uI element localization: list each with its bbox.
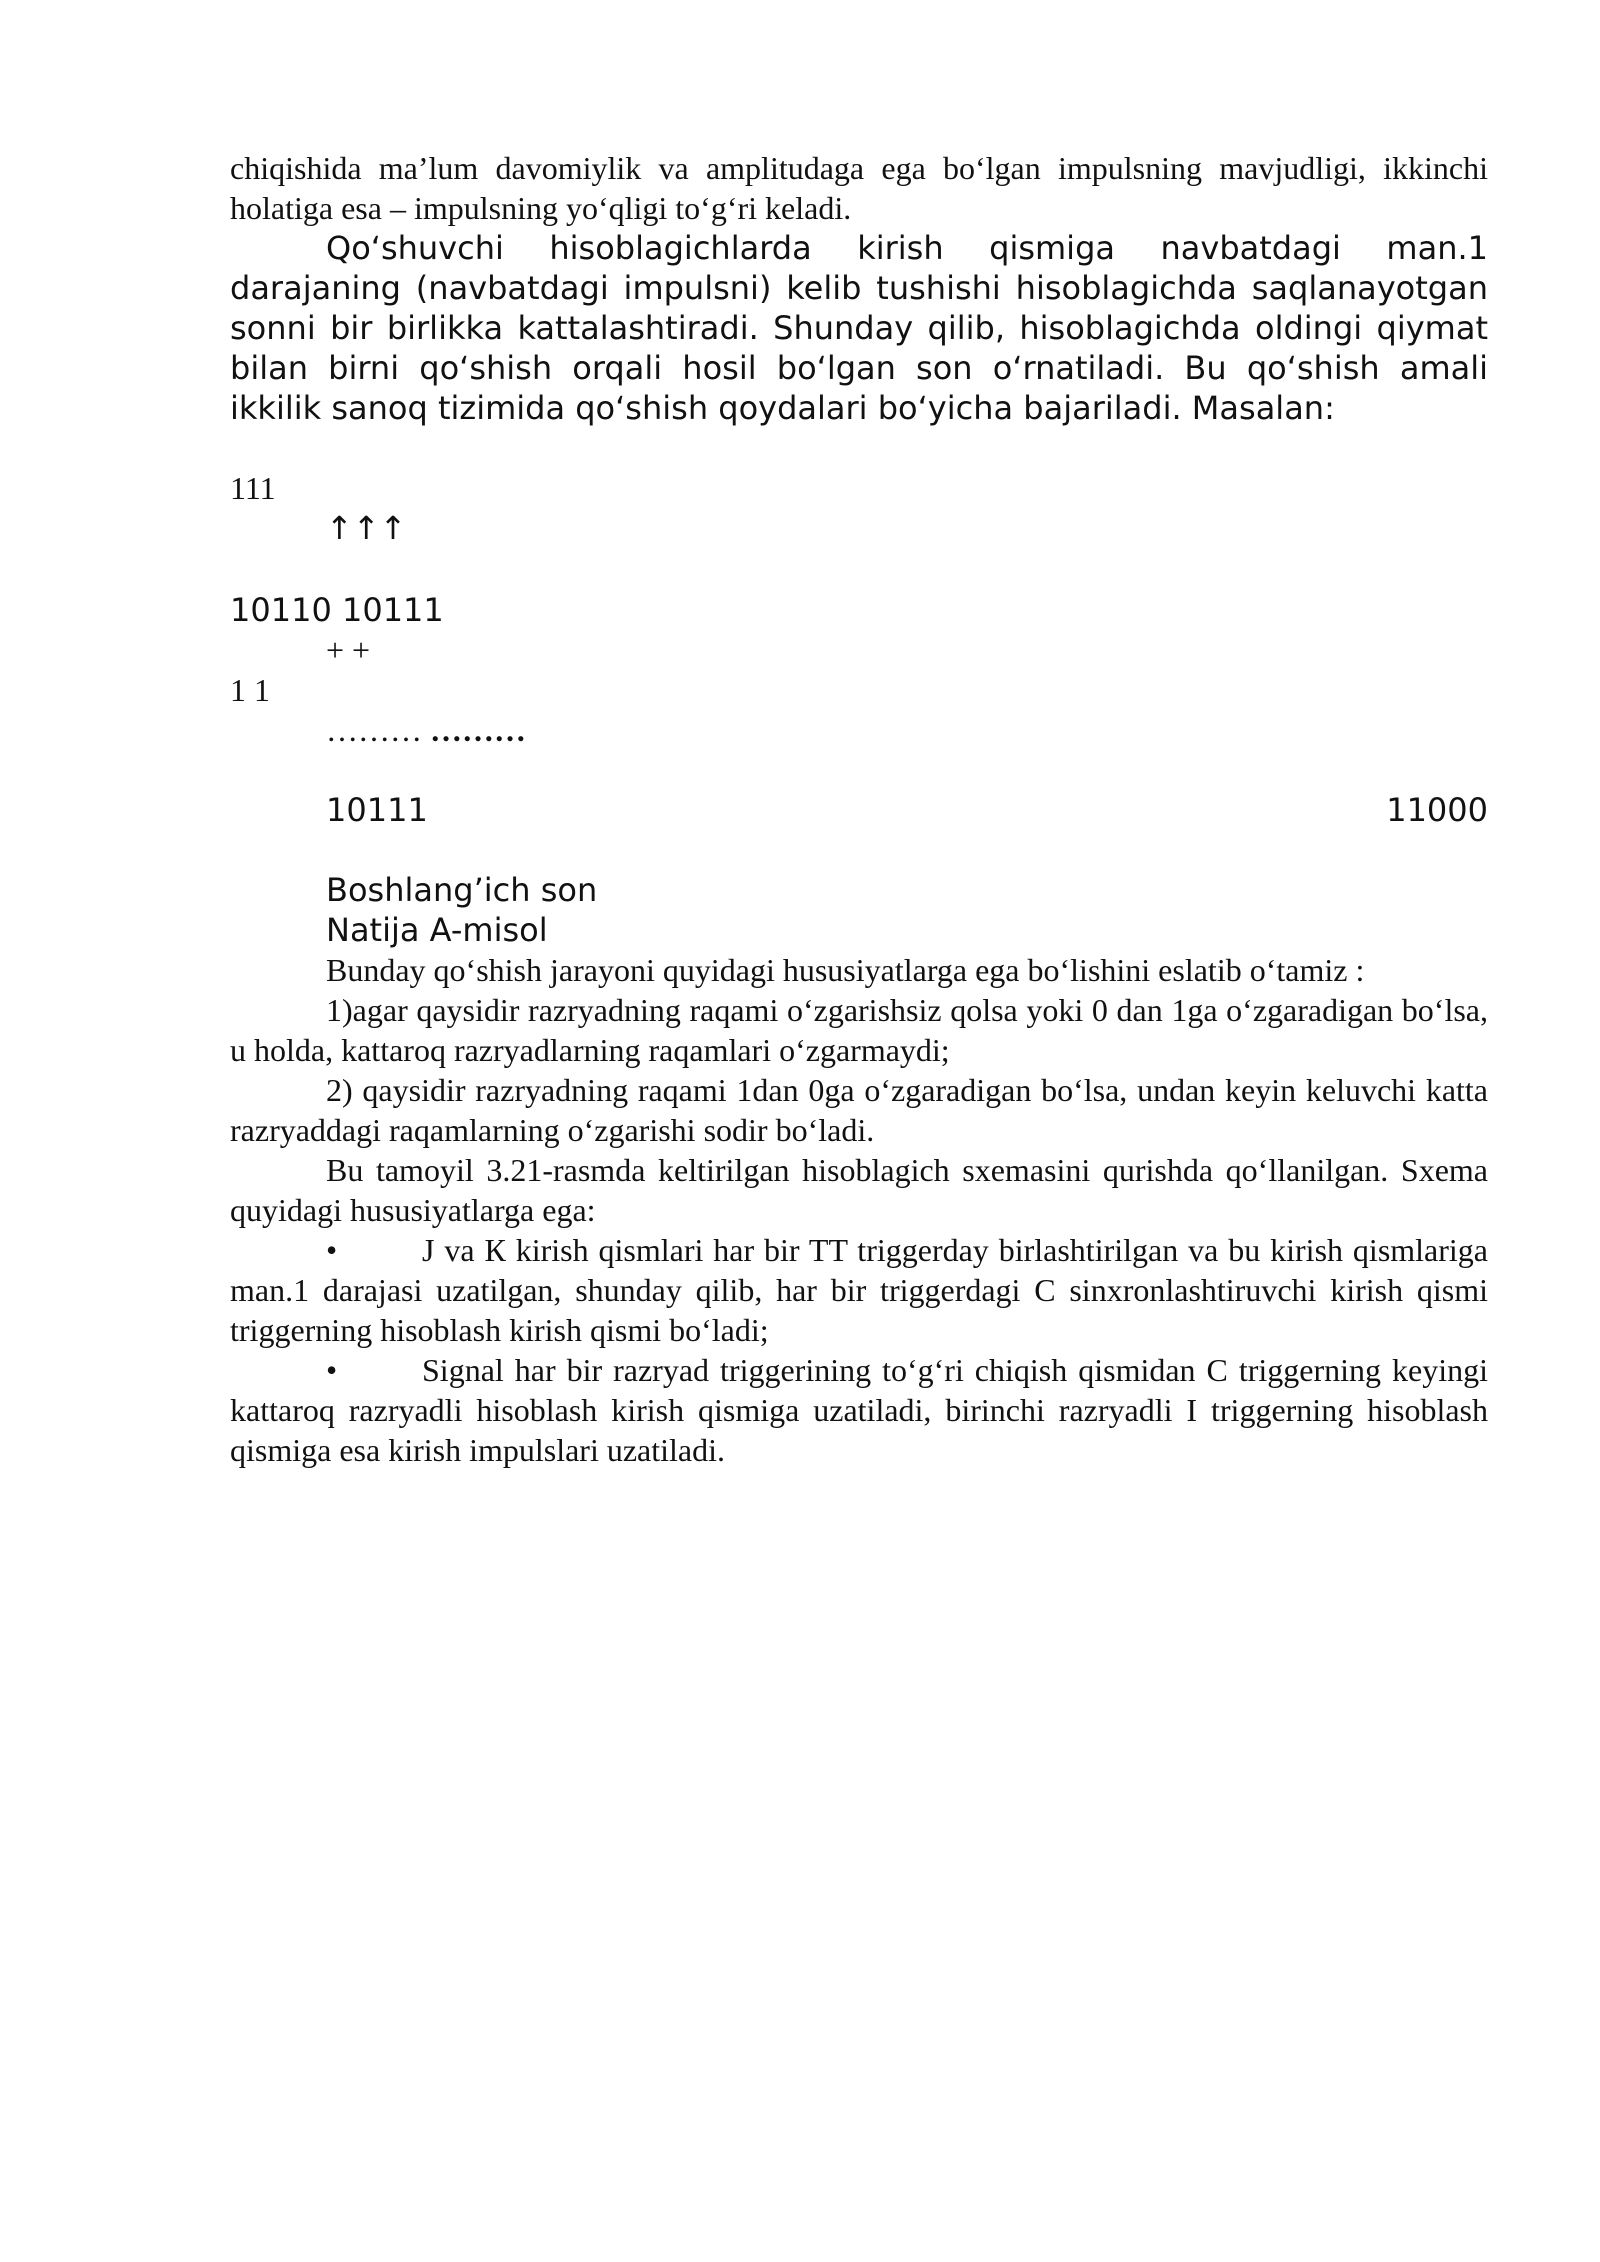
bullet-item-1 (230, 1230, 1488, 1350)
paragraph-properties: Bunday qo‘shish jarayoni quyidagi hususiyatlarga ega bo‘lishini eslatib o‘tamiz : (326, 952, 1365, 988)
spacer (230, 750, 1488, 790)
example-dots-bold: ……… (430, 712, 526, 748)
spacer (230, 428, 1488, 468)
paragraph-intro: chiqishida ma’lum davomiylik va amplitudaga ega bo‘lgan impulsning mavjudligi, ikkinchi holatiga esa – impulsning yo‘qligi to‘g‘ri keladi. (230, 150, 1488, 226)
example-plus-signs: + + (326, 632, 371, 668)
example-dots-plain: ……… (326, 712, 422, 748)
label-result: Natija A-misol (326, 911, 548, 949)
bullet-item-2 (230, 1350, 1488, 1470)
example-ones: 1 1 (230, 672, 270, 708)
bullet-text-1: J va К kirish qismlari har bir TT triggerday birlashtirilgan va bu kirish qismlariga man.1 darajasi uzatilgan, shunday qilib, har bir triggerdagi C sinxronlashtiruvchi kirish qismi triggerning hisoblash kirish qismi bo‘ladi; (230, 1232, 1488, 1348)
label-start-number: Boshlang’ich son (326, 871, 598, 909)
example-result-a: 10111 (326, 791, 428, 829)
example-dots (230, 710, 1488, 750)
bullet-icon: • (326, 1232, 338, 1268)
spacer (230, 830, 1488, 870)
example-arrows: ↑↑↑ (326, 509, 407, 547)
paragraph-rule-1: 1)agar qaysidir razryadning raqami o‘zgarishsiz qolsa yoki 0 dan 1ga o‘zgaradigan bo‘lsa, u holda, kattaroq razryadlarning raqamlari o‘zgarmaydi; (230, 992, 1488, 1068)
bullet-text-2: Signal har bir razryad triggerining to‘g‘ri chiqish qismidan C triggerning keyingi kattaroq razryadli hisoblash kirish qismiga uzatiladi, birinchi razryadli I triggerning hisoblash qismiga esa kirish impulslari uzatiladi. (230, 1352, 1488, 1468)
paragraph-adding-counters: Qo‘shuvchi hisoblagichlarda kirish qismiga navbatdagi man.1 darajaning (navbatdagi impulsni) kelib tushishi hisoblagichda saqlanayotgan sonni bir birlikka kattalashtiradi. Shunday qilib, hisoblagichda oldingi qiymat bilan birni qo‘shish orqali hosil bo‘lgan son o‘rnatiladi. Bu qo‘shish amali ikkilik sanoq tizimida qo‘shish qoydalari bo‘yicha bajariladi. Masalan: (230, 229, 1488, 427)
paragraph-rule-2: 2) qaysidir razryadning raqami 1dan 0ga o‘zgaradigan bo‘lsa, undan keyin keluvchi katta razryaddagi raqamlarning o‘zgarishi sodir bo‘ladi. (230, 1072, 1488, 1148)
bullet-icon: • (326, 1352, 338, 1388)
paragraph-principle: Bu tamoyil 3.21-rasmda keltirilgan hisoblagich sxemasini qurishda qo‘llanilgan. Sxema quyidagi hususiyatlarga ega: (230, 1152, 1488, 1228)
example-results (230, 790, 1488, 830)
example-result-b: 11000 (1386, 791, 1488, 829)
document-page (230, 148, 1488, 1470)
example-carry: 111 (230, 470, 276, 506)
spacer (230, 548, 1488, 590)
example-operands: 10110 10111 (230, 591, 444, 629)
